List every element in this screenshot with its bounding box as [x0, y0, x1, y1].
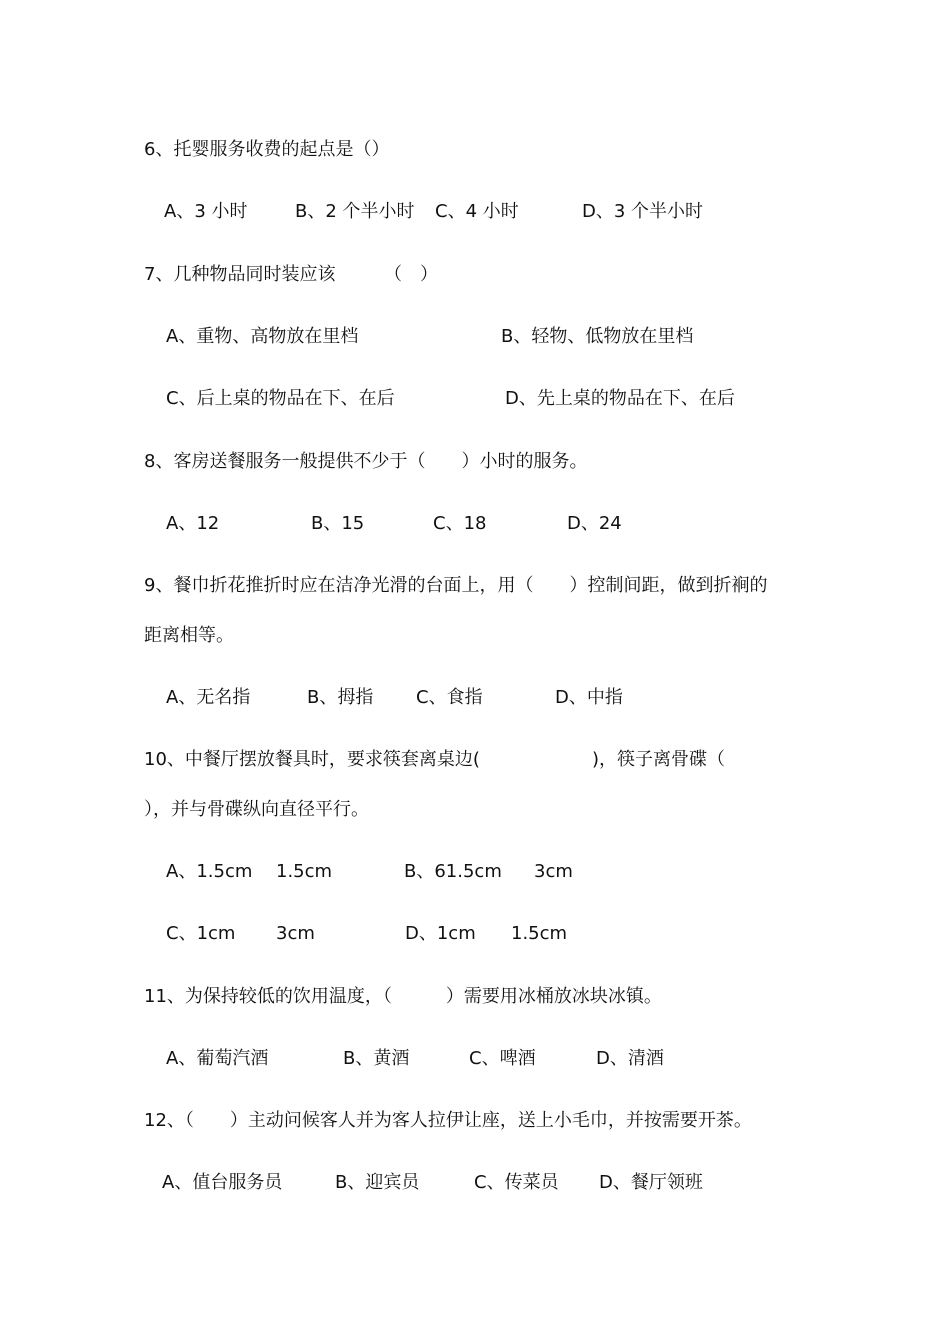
- question-10-stem-line-2: ），并与骨碟纵向直径平行。: [144, 799, 369, 820]
- question-8-stem: 8、客房送餐服务一般提供不少于（ ）小时的服务。: [144, 451, 588, 472]
- question-6-option-c: C、4 小时: [435, 201, 519, 222]
- question-8-option-c: C、18: [433, 513, 487, 534]
- question-12-option-d: D、餐厅领班: [599, 1172, 703, 1193]
- question-7-blank: （ ）: [384, 264, 438, 285]
- question-10-stem-part-b: )，筷子离骨碟（: [592, 749, 726, 770]
- question-10-option-a: A、1.5cm: [166, 861, 253, 882]
- question-11-stem: 11、为保持较低的饮用温度，（ ）需要用冰桶放冰块冰镇。: [144, 986, 662, 1007]
- question-8-option-d: D、24: [567, 513, 622, 534]
- question-10-option-b: B、61.5cm: [404, 861, 502, 882]
- question-8-option-b: B、15: [311, 513, 365, 534]
- question-7-option-c: C、后上桌的物品在下、在后: [166, 388, 395, 409]
- question-11-option-d: D、清酒: [596, 1048, 664, 1069]
- question-9-stem-line-1: 9、餐巾折花推折时应在洁净光滑的台面上，用（ ）控制间距，做到折裥的: [144, 575, 768, 596]
- question-9-option-d: D、中指: [555, 687, 623, 708]
- question-12-option-c: C、传菜员: [474, 1172, 559, 1193]
- question-9-option-b: B、拇指: [307, 687, 374, 708]
- question-9-option-a: A、无名指: [166, 687, 251, 708]
- question-8-option-a: A、12: [166, 513, 220, 534]
- question-7-stem: 7、几种物品同时装应该: [144, 264, 336, 285]
- question-10-option-d-second: 1.5cm: [511, 923, 568, 944]
- question-6-stem: 6、托婴服务收费的起点是（）: [144, 139, 390, 160]
- question-9-stem-line-2: 距离相等。: [144, 625, 234, 646]
- question-10-option-d: D、1cm: [405, 923, 476, 944]
- question-9-option-c: C、食指: [416, 687, 483, 708]
- question-6-option-d: D、3 个半小时: [582, 201, 704, 222]
- question-10-option-b-second: 3cm: [534, 861, 573, 882]
- question-12-stem: 12、（ ）主动问候客人并为客人拉伊让座，送上小毛巾，并按需要开茶。: [144, 1110, 752, 1131]
- question-6-option-b: B、2 个半小时: [295, 201, 415, 222]
- question-11-option-c: C、啤酒: [469, 1048, 536, 1069]
- question-11-option-b: B、黄酒: [343, 1048, 410, 1069]
- question-7-option-d: D、先上桌的物品在下、在后: [505, 388, 735, 409]
- question-10-option-a-second: 1.5cm: [276, 861, 333, 882]
- question-12-option-b: B、迎宾员: [335, 1172, 420, 1193]
- question-10-option-c: C、1cm: [166, 923, 236, 944]
- question-11-option-a: A、葡萄汽酒: [166, 1048, 269, 1069]
- question-7-option-b: B、轻物、低物放在里档: [501, 326, 694, 347]
- question-6-option-a: A、3 小时: [164, 201, 248, 222]
- question-10-stem-part-a: 10、中餐厅摆放餐具时，要求筷套离桌边(: [144, 749, 480, 770]
- question-12-option-a: A、值台服务员: [162, 1172, 283, 1193]
- question-7-option-a: A、重物、高物放在里档: [166, 326, 359, 347]
- question-10-option-c-second: 3cm: [276, 923, 315, 944]
